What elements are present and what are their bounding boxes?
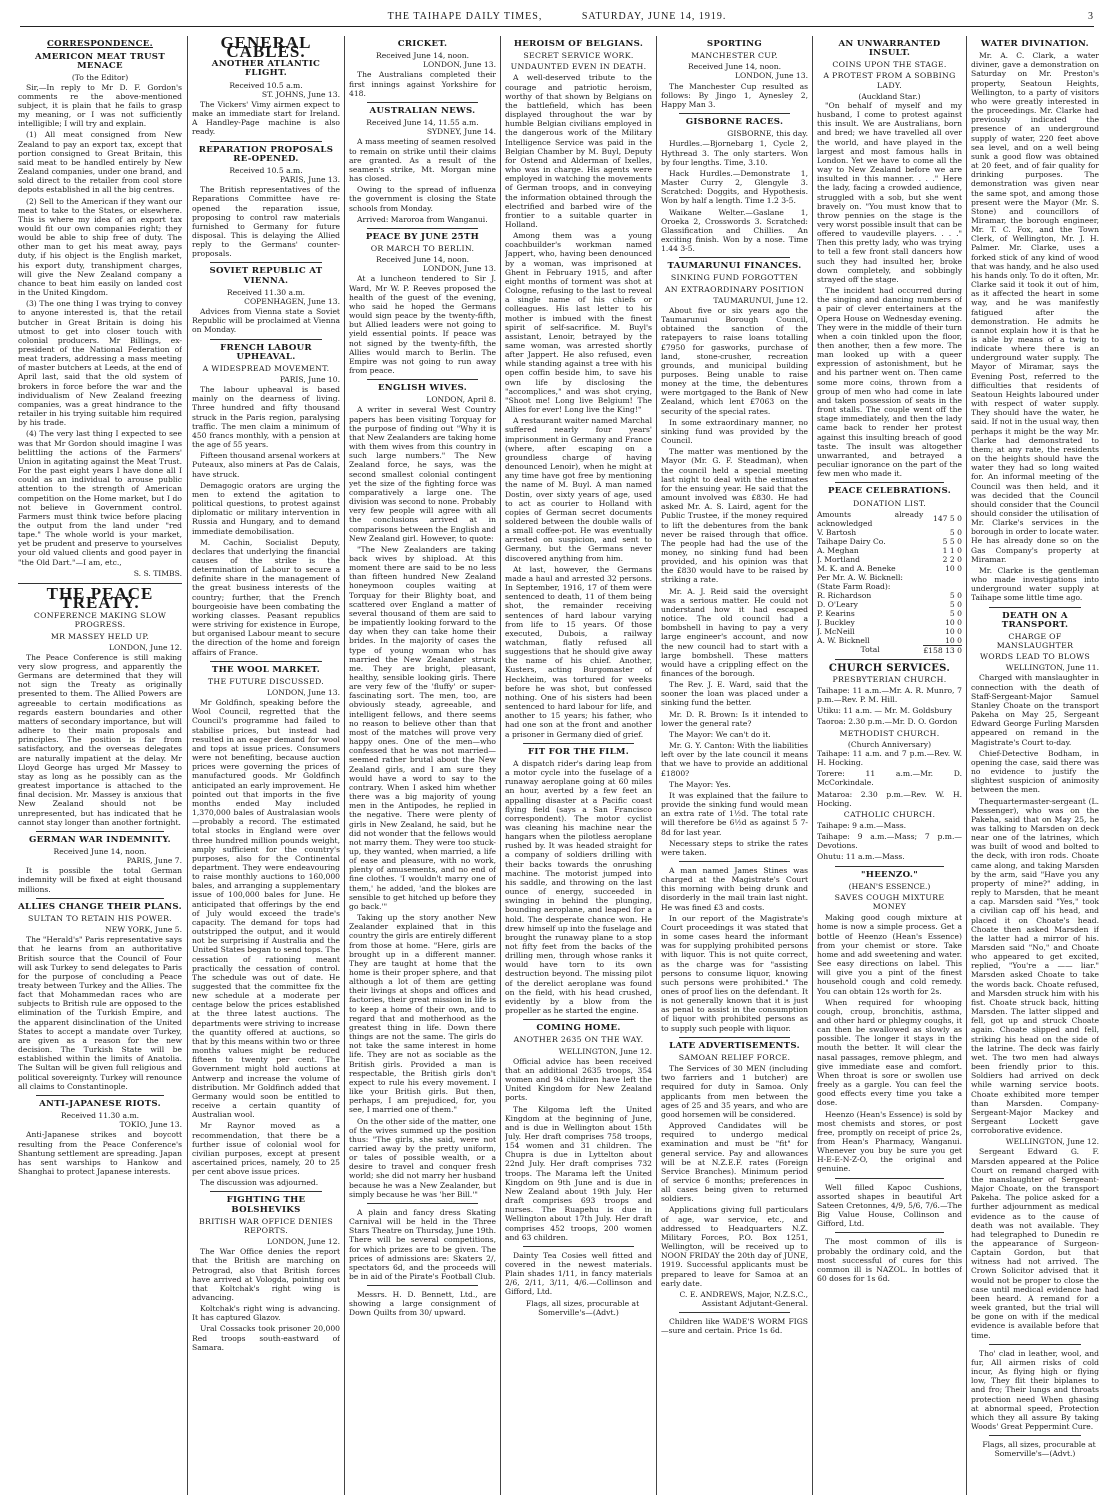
donation-amount: 1 1 0	[942, 545, 962, 555]
subheadline: (HEAN'S ESSENCE.)	[848, 881, 931, 891]
donation-amount: 10 0	[945, 617, 962, 627]
donor-name: J. Buckley	[817, 617, 855, 627]
headline: PEACE BY JUNE 25TH	[365, 231, 480, 242]
paragraph: Official advice has been received that an additional 2635 troops, 354 women and 94 children have left the United Kingdom for New Zealand ports.	[505, 1056, 652, 1103]
paragraph: Koltchak's right wing is advancing. It has captured Glazov.	[192, 1304, 340, 1323]
donation-amount: 5 5 0	[942, 536, 962, 546]
paragraph: Messrs. H. D. Bennett, Ltd., are showing a large consignment of Down Quilts from 30/ upward.	[349, 1290, 496, 1318]
paragraph: At a luncheon tendered to Sir J. Ward, Mr W. P. Reeves proposed the health of the guest of the evening, who said he hoped the Germans would sign peace by the twenty-fifth, but Allied leaders were not going to yield essential points. If peace was not signed by the twenty-fifth, the Allies would march to Berlin. The Empire was not going to run away from peace.	[349, 274, 496, 375]
paragraph: Thequartermaster-sergeant (L. Messenger), who was on the Pakeha, said that on May 25, he was talking to Marsden on deck near one of the latrines, which was built of wood and bolted to the deck, with iron rods. Choate came along, and taking Marsden by the arm, said "Have you any property of mine?" adding, in reply to Marsden, that he meant a cap. Marsden said "Yes," took a civilian cap off his head, and placed it on Choate's head. Choate then asked Marsden if the latter had a mirror of his. Marsden said "No," and Choate who appeared to get excited, replied, "You're a —— liar." Marsden asked Choate to take the words back. Choate refused, and Marsden struck him with his fist. Choate struck back, hitting Marsden. The latter slipped and fell, got up and struck Choate again. Choate slipped and fell, striking his head on the side of the latrine. The deck was fairly wet. The two men had always been friendly prior to this. Soldiers had arrived on deck while warning service boots. Choate exhibited more temper than Marsden. Company-Sergeant-Major Mackey and Sergeant Lockett gave corroborative evidence.	[971, 796, 1099, 1136]
subheadline: COINS UPON THE STAGE.	[832, 60, 947, 70]
donation-amount: 5 0	[949, 608, 962, 618]
paragraph: The Australians completed their first innings against Yorkshire for 418.	[349, 70, 496, 98]
paragraph: Hurdles.—Bjornebarg 1, Cycle 2, Hythread 3. The only starters. Won by four lengths. Time, 3.10.	[661, 139, 808, 167]
subheadline: DONATION LIST.	[853, 498, 926, 508]
donation-row	[817, 609, 962, 618]
subheadline: SAMOAN RELIEF FORCE.	[678, 1052, 791, 1062]
headline: ANOTHER ATLANTIC FLIGHT.	[211, 59, 321, 79]
paragraph: Mr. A. C. Clark, a water diviner, gave a demonstration on Saturday on Mr. Preston's property, Seatoun Heights, Wellington, to a party of visitors who were greatly interested in the proceedings. Mr. Clarke had previously indicated the presence of an underground supply of water, 220 feet above sea level, and on a well being sunk a good flow was obtained at 20 feet, and of fair quality for drinking purposes. The demonstration was given near the same spot, and among those present were the Mayor (Mr. S. Stone) and councillors of Miramar, the borough engineer, Mr. T. C. Fox, and the Town Clerk, of Wellington, Mr. J. H. Palmer. Mr. Clarke, uses a forked stick of any kind of wood that was handy, and he also used his hands only. To do it often, Mr. Clarke said it took it out of him, as it affected the heart in some way, and he was manifestly fatigued after the demonstration. He admits he cannot explain how it is that he is able by means of a twig to indicate where there is an underground water supply. The Mayor of Miramar, says the Evening Post, referred to the difficulties that residents of Seatoun Heights laboured under with respect of water supply. They should have the water, he said. If not in the usual way, then perhaps it might be the way Mr. Clarke had demonstrated to them; at any rate, the residents on the heights should have the water they had so long waited for. An informal meeting of the Council was then held, and it was decided that the Council should consider that the Council should consider the utilisation of Mr. Clarke's services in the borough in order to locate water. He has already done so on the Gas Company's property at Miramar.	[971, 51, 1099, 564]
source-line: (Auckland Star.)	[858, 91, 921, 101]
dateline: TOKIO, June 13.	[119, 1120, 182, 1130]
dateline: PARIS, June 7.	[126, 856, 182, 866]
paragraph: A restaurant waiter named Marchal suffered nearly four years' imprisonment in Germany and France (where, after escaping on a groundless charge of having denounced Lenoir), when he might at any time have got free by mentioning the name of M. Buyl. A man named Dostin, over sixty years of age, used to act as courier to Holland with copies of German secret documents soldered between the double walls of a small coffee-pot. He was eventually arrested on suspicion, and sent to Germany, but the Germans never discovered anything from him.	[505, 416, 652, 563]
column-1	[18, 36, 182, 1495]
headline: AMERICON MEAT TRUST MENACE	[34, 52, 166, 72]
subheadline: PRESBYTERIAN CHURCH.	[832, 674, 947, 684]
paragraph: The Manchester Cup resulted as follows: By Jingo 1, Aynesley 2, Happy Man 3.	[661, 81, 808, 109]
paragraph: It is possible the total German indemnity will be fixed at eight thousand millions.	[18, 866, 182, 894]
headline: LATE ADVERTISEMENTS.	[669, 1040, 800, 1051]
headline: CORRESPONDENCE.	[47, 39, 153, 49]
headline: REPARATION PROPOSALS RE-OPENED.	[198, 144, 334, 164]
advertisement: Flags, all sizes, procurable at Somerville's—(Advt.)	[982, 1440, 1096, 1459]
paragraph: (1) All meat consigned from New Zealand to pay an export tax, except that portion consigned to Great Britain, this said meat to be handled entirely by New Zealand companies, under one brand, and sold direct to the retailer from cool store depots established in all the big centres.	[18, 130, 182, 195]
paragraph: It was explained that the failure to provide the sinking fund would mean an extra rate of 1½d. The total rate will therefore be 6½d as against 5 7-8d for last year.	[661, 790, 808, 837]
masthead-date: SATURDAY, JUNE 14, 1919.	[581, 11, 727, 22]
paragraph: The matter was mentioned by the Mayor (Mr. G. F. Steadman), when the council held a special meeting last night to deal with the estimates for the ensuing year. He said that the amount involved was £830. He had asked Mr. A. S. Laird, agent for the Public Trustee, if the money required to lift the debentures from the bank never be raised through that office. The people had had the use of the money, no sinking fund had been provided, and his opinion was that the £830 would have to be raised by striking a rate.	[661, 447, 808, 585]
headline: ANTI-JAPANESE RIOTS.	[39, 1098, 161, 1109]
headline: HEROISM OF BELGIANS.	[513, 39, 644, 49]
paragraph: Necessary steps to strike the rates were taken.	[661, 838, 808, 857]
paragraph: Approved Candidates will be required to undergo medical examination and must be "fit" for general service. Pay and allowances will be at N.Z.E.F. rates (Foreign Service Branches). Minimum period of service 6 months; preferences in all cases being given to returned soldiers.	[661, 1121, 808, 1204]
paragraph: The Services of 30 MEN (including two farriers and 1 butcher) are required for duty in Samoa. Only applicants from men between the ages of 25 and 35 years, and who are good horsemen will be considered.	[661, 1064, 808, 1119]
byline: (To the Editor)	[71, 73, 129, 83]
donor-name: P. Kearins	[817, 608, 855, 618]
received-line: Received June 14, noon.	[375, 255, 469, 265]
subheadline: ANOTHER 2635 ON THE WAY.	[513, 1035, 644, 1045]
headline: AUSTRALIAN NEWS.	[369, 105, 476, 116]
paragraph: Making good cough mixture at home is now a simple process. Get a bottle of Heenzo (Hean's Essence) from your chemist or store. Take home and add sweetening and water. See easy directions on label. This will give you a pint of the finest household cough and cold remedy. You can obtain 12s worth for 2s.	[817, 913, 962, 996]
subheadline: METHODIST CHURCH.	[839, 728, 940, 738]
donation-table	[817, 510, 962, 655]
headline: TAUMARUNUI FINANCES.	[667, 261, 802, 272]
paragraph: A dispatch rider's daring leap from a motor cycle into the fuselage of a runaway aeroplane going at 60 miles an hour, averted by a few feet an appalling disaster at a Pacific coast flying field (says a San Francisco correspondent). The motor cyclist was cleaning his machine near the hangars when the pilotless aeroplane rushed by. It was headed straight for a company of soldiers drilling with their backs towards the onrushing machine. The motorist jumped into his saddle, and throwing on the last ounce of energy, succeeded in swinging in behind the plunging, bounding aeroplane, and leaped for a hold. The desperate chance won. He drew himself up into the fuselage and brought the runaway plane to a stop not fifty feet from the backs of the drilling men, through whose ranks it would have torn to its own destruction beyond. The missing pilot of the derelict aeroplane was found on the field, with his head crushed, evidently by a blow from the propeller as he started the engine.	[505, 758, 652, 1016]
donor-name: J. McNeill	[817, 626, 855, 636]
headline-large: THE PEACE TREATY.	[46, 583, 154, 613]
paragraph: Among them was a young coachbuilder's workman named Jappert, who, having been denounced by a woman, was imprisoned at Ghent in February 1915, and after eight months of torment was shot at Cologne, refusing to the last to reveal a single name of his chiefs or colleagues. His last letter to his mother is imbued with the finest spirit of self-sacrifice. M. Buyl's assistant, Lenoir, betrayed by the same woman, was arrested shortly after Jappert. He also refused, even while standing against a tree with his open coffin beside him, to save his own life by disclosing the "accomplices," and was shot crying, "Shoot me! Long live Belgium! The Allies for ever! Long live the King!"	[505, 231, 652, 415]
donation-row	[817, 591, 962, 600]
column-rule	[344, 36, 345, 1495]
advertisement: Dainty Tea Cosies well fitted and covered in the newest materials. Plain shades 1/11, in fancy materials 2/6, 2/11, 3/11, 4/6.—Collinson and Gifford, Ltd.	[505, 1250, 652, 1297]
donation-amount: 10 0	[945, 626, 962, 636]
advertisement: Well filled Kapoc Cushions, assorted shapes in beautiful Art Sateen Cretonnes, 4/9, 5/6, 7/6.—The Big Value House, Collinson and Gifford, Ltd.	[817, 1182, 962, 1229]
donation-amount: 5 0	[949, 590, 962, 600]
received-line: Received June 14, noon.	[375, 51, 469, 61]
paragraph: The War Office denies the report that the British are marching on Petrograd, also that British forces have arrived at Vologda, pointing out that Koltchak's right wing is advancing.	[192, 1247, 340, 1302]
headline: ENGLISH WIVES.	[377, 383, 468, 394]
paragraph: Mr. D. R. Brown: Is it intended to lower the general rate?	[661, 709, 808, 728]
subheadline: UNDAUNTED EVEN IN DEATH.	[510, 62, 647, 72]
advertisement: Children like WADE'S WORM FIGS—sure and certain. Price 1s 6d.	[661, 1317, 808, 1336]
received-line: Received 10.5 a.m.	[229, 80, 303, 90]
paragraph: Fifteen thousand arsenal workers at Puteaux, also miners at Pas de Calais, have struck.	[192, 451, 340, 479]
donation-row	[817, 600, 962, 609]
paragraph: About five or six years ago the Taumarunui Borough Council, obtained the sanction of the ratepayers to raise loans totalling £7950 for gasworks, purchase of land, stone-crusher, recreation grounds, and municipal building purposes. Being unable to raise money at the time, the debentures were mortgaged to the Bank of New Zealand, which lent £7063 on the security of the special rates.	[661, 305, 808, 416]
paragraph: The Mayor: We can't do it.	[669, 729, 771, 739]
subheadline: WORDS LEAD TO BLOWS	[979, 652, 1090, 662]
paragraph: Advices from Vienna state a Soviet Republic will be proclaimed at Vienna on Monday.	[192, 307, 340, 335]
signature: S. S. TIMBS.	[133, 568, 182, 578]
paragraph: Chief-Detective Bodham, in opening the case, said there was no evidence to justify the slightest suspicion of animosity between the men.	[971, 748, 1099, 795]
dateline: LONDON, June 12.	[108, 642, 182, 652]
paragraph: The labour upheaval is based mainly on the dearness of living. Three hundred and fifty thousand struck in the Paris region, paralysing traffic. The men claim a minimum of 450 francs monthly, with a pension at the age of 55 years.	[192, 385, 340, 450]
subheadline: MANCHESTER CUP.	[691, 51, 778, 61]
dateline: ST. JOHNS, June 13.	[261, 89, 340, 99]
subheadline: SAVES COUGH MIXTURE MONEY	[834, 892, 945, 912]
donor-name: A. W. Bicknell	[817, 635, 870, 645]
paragraph: Mr Raynor moved as a recommendation, that there be a further issue of colonial wool for civilian purposes, except at present ascertained prices, namely, 20 to 25 per cent above issue prices.	[192, 1121, 340, 1177]
service-line: Utiku: 11 a.m. — Mr. M. Goldsbury	[817, 706, 952, 716]
paragraph: Applications giving full particulars of age, war service, etc., and addressed to Headquarters N.Z. Military Forces, P.O. Box 1251, Wellington, will be received up to NOON FRIDAY the 20th day of JUNE, 1919. Successful applicants must be prepared to leave for Samoa at an early date.	[661, 1205, 808, 1288]
headline: FIGHTING THE BOLSHEVIKS	[226, 1195, 306, 1215]
paragraph: Sir,—In reply to Mr D. F. Gordon's comments re the above-mentioned subject, it is plain that he fails to grasp my meaning, or I was not sufficiently intelligible; I will try and explain.	[18, 82, 182, 129]
paragraph: Sergeant Edward G. F. Marsden appeared at the Police Court on remand charged with the manslaughter of Sergeant-Major Choate, on the transport Pakeha. The police asked for a further adjournment as medical evidence as to the cause of death was not available. They had telegraphed to Dunedin re the appearance of Surgeon-Captain Gordon, but that witness had not arrived. The Crown Solicitor advised that it would not be proper to close the case until medical evidence had been heard. A remand for a week granted, but the trial will be gone on with if the medical evidence is available before that time.	[971, 1147, 1099, 1340]
headline: WATER DIVINATION.	[981, 39, 1089, 49]
donation-amount	[923, 573, 962, 582]
received-line: Received 11.30 a.m.	[226, 287, 306, 297]
donation-amount: 10 0	[945, 635, 962, 645]
dateline: WELLINGTON, June 12.	[1005, 1137, 1099, 1147]
donor-name: M. K. and A. Beneke	[817, 563, 896, 573]
dateline: WELLINGTON, June 11.	[1005, 663, 1099, 673]
signature: C. E. ANDREWS, Major, N.Z.S.C.,	[679, 1289, 808, 1299]
signature: Assistant Adjutant-General.	[701, 1299, 808, 1308]
subheadline: A PROTEST FROM A SOBBING LADY.	[823, 71, 956, 90]
donation-row	[817, 564, 962, 573]
donation-row	[817, 636, 962, 646]
paragraph: The incident had occurred during the singing and dancing numbers of a pair of clever entertainers at the Opera House on Wednesday evening. They were in the middle of their turn when a coin tinkled upon the floor, then another, then a few more. The man looked up with a queer expression of astonishment, but he and his partner went on. Then came some more coins, thrown from a group of men who had come in late and taken possession of seats in the front stalls. The couple went off the stage immediately, and then the lady came back to render her protest against this insulting breach of good taste. The insult was altogether unwarranted, and betrayed a peculiar ignorance on the part of the few men who made it.	[817, 286, 962, 479]
received-line: Received June 14, noon.	[53, 846, 147, 856]
paragraph: Mr. A. J. Reid said the oversight was a serious matter. He could not understand how it had escaped notice. The old council had a bombshell in having to pay a very large engineer's account, and now the new council had to start with a large bombshell. These matters would have a crippling effect on the finances of the borough.	[661, 586, 808, 678]
service-line: Taihape: 11 a.m.—Mr. A. R. Munro, 7 p.m.—Rev. P. M. Hill.	[817, 685, 962, 705]
donor-name: Taihape Dairy Co.	[817, 536, 886, 546]
donation-amount: 2 2 0	[942, 554, 962, 564]
subheadline: OR MARCH TO BERLIN.	[370, 243, 475, 253]
paragraph: (3) The one thing I was trying to convey to anyone interested is, that the retail butcher in Great Britain is doing his utmost to get into closer touch with colonial producers. Mr Billings, ex-president of the National Federation of meat traders, addressing a mass meeting of master butchers at Leeds, at the end of April last, said that the old system of brokers in force before the war and the individualism of New Zealand freezing companies, was a great hindrance to the retailer in his trying suitable him required by his trade.	[18, 299, 182, 428]
paragraph: A mass meeting of seamen resolved to remain on strike until their claims are granted. As a result of the seamen's strike, Mt. Morgan mine has closed.	[349, 137, 496, 184]
headline-large: GENERAL CABLES.	[220, 36, 312, 62]
subheadline: CATHOLIC CHURCH.	[843, 809, 936, 819]
subheadline: SINKING FUND FORGOTTEN	[670, 273, 799, 283]
dateline: TAUMARUNUI, June 12.	[713, 295, 808, 305]
subheadline: (Church Anniversary)	[847, 739, 932, 749]
donation-row	[817, 618, 962, 627]
donation-row	[817, 546, 962, 555]
dateline: SYDNEY, June 14.	[426, 127, 496, 137]
headline: CHURCH SERVICES.	[828, 662, 951, 674]
donation-amount: 147 5 0	[933, 514, 962, 524]
headline: GISBORNE RACES.	[685, 117, 784, 128]
paragraph: In some extraordinary manner, no sinking fund was provided by the Council.	[661, 417, 808, 446]
advertisement: The most common of ills is probably the ordinary cold, and the most successful of cures for this common ill is NAZOL. In bottles of 60 doses for 1s 6d.	[817, 1237, 962, 1284]
paragraph: A plain and fancy dress Skating Carnival will be held in the Three Stars Theatre on Thursday, June 19th. There will be several competitions, for which prizes are to be given. The prices of admissions are: Skaters 2/, spectators 6d, and the proceeds will be in aid of the Pirate's Football Club.	[349, 1207, 496, 1281]
page-number: 3	[1088, 11, 1094, 22]
headline: ALLIES CHANGE THEIR PLANS.	[18, 901, 182, 912]
paragraph: Mr Goldfinch, speaking before the Wool Council, regretted that the Council's programme had failed to stabilise prices, but instead had resulted in an eager demand for wool and tops at issue prices. Consumers were not benefiting, because auction prices were governing the prices of manufactured goods. Mr Goldfinch anticipated an early improvement. He pointed out that imports in the five months ended May included 1,370,000 bales of Australasian wools—probably a record. The estimated total stocks in England were over three hundred million pounds weight, amply sufficient for the country's purposes, also for the Continental department. They were endeavouring to raise monthly auctions to 160,000 bales, and arranging a supplementary issue of 100,000 bales for June. He anticipated that offerings by the end of July would exceed the trade's capacity. The demand for tops had outstripped the output, and it would not be surprising if Australia and the United States began to send tops. The cessation of rationing meant practically the cessation of control. The schedule was out of date. He suggested that the committee fix the new schedule at a moderate per centage below the prices established at the three latest auctions. The departments were striving to increase the quantity offered at auctions, so that by this means within two or three months values might be reduced fifteen to twenty per cent. The Government might hold auctions at Antwerp and increase the volume of distribution. Mr Goldfinch added that Germany would soon be entitled to receive a certain quantity of Australian wool.	[192, 698, 340, 1120]
service-line: Ohutu: 11 a.m.—Mass.	[817, 852, 905, 862]
paragraph: The discussion was adjourned.	[200, 1178, 319, 1188]
headline: DEATH ON A TRANSPORT.	[1001, 610, 1069, 630]
received-line: Received 11.30 a.m.	[60, 1111, 140, 1121]
donation-total-label: Total	[860, 645, 880, 655]
donation-row	[817, 627, 962, 636]
paragraph: The British representatives of the Reparations Committee have re-opened the reparation issue, proposing to control raw materials furnished to Germany for future disposal. This is delaying the Allied reply to the Germans' counter-proposals.	[192, 185, 340, 259]
paragraph: Hack Hurdles.—Demonstrate 1, Master Curry 2, Glengyle 3. Scratched: Doggits, and Hypothesis. Won by half a length. Time 1.2 3-5.	[661, 168, 808, 206]
service-line: Mataroa: 2.30 p.m.—Rev. W. H. Hocking.	[817, 789, 962, 808]
paragraph: Anti-Japanese strikes and boycott resulting from the Peace Conference's Shantung settlement are spreading. Japan has sent warships to Hankow and Shanghai to protect Japanese interests.	[18, 1130, 182, 1176]
donor-name: A. Meghan	[817, 545, 859, 555]
paragraph: Demagogic orators are urging the men to extend the agitation to political questions, to protest against diplomatic or military intervention in Russia and Hungary, and to demand immediate demobilisation.	[192, 480, 340, 536]
paragraph: A well-deserved tribute to the courage and patriotic heroism, worthy of that shown by Belgians on the battlefield, which has been displayed throughout the war by humble Belgian civilians employed in the dangerous work of the Military Intelligence Service was paid in the Belgian Chamber by M. Buyl, Deputy for Ostend and Alderman of Ixelles, who was in charge. His agents were employed in watching the movements of German troops, and in conveying the information obtained through the electrified and barbed wire of the frontier to a suitable quarter in Holland.	[505, 73, 652, 229]
subheadline: THE FUTURE DISCUSSED.	[207, 676, 325, 686]
paragraph: (2) Sell to the American if they want our meat to take to the States, or elsewhere. This is where my idea of an export tax would fit our own companies right; they would be able to ship free of duty. The other man to get his meat away, pays duty, if his object is the English market, his export duty, transhipment charges, will give the New Zealand company a chance to beat him easily on landed cost in the United Kingdom.	[18, 196, 182, 298]
received-line: Received June 14, 11.55 a.m.	[366, 118, 479, 128]
paragraph: Waikane Welter.—Gaslane 1, Oroeka 2, Crosswords 3. Scratched: Glassification and Chillies. An exciting finish. Won by a nose. Time 1.44 3-5.	[661, 207, 808, 254]
column-rule	[187, 36, 188, 1495]
paragraph: Taking up the story another New Zealander explained that in this country the girls are entirely different from those at home. "Here, girls are brought up in a different manner. They are taught at home that the home is their proper sphere, and that although a lot of them are getting their livings at shops and offices and factories, their great mission in life is to keep a home of their own, and to regard that and motherhood as the greatest thing in life. Down there things are not the same. The girls do not take the same interest in home life. They are not as sociable as the British girls. Provided a man is respectable, the British girls don't expect to rule his every movement. I like your British girls. But then, perhaps, I am prejudiced, for, you see, I married one of them."	[349, 913, 496, 1115]
column-rule	[656, 36, 657, 1495]
subheadline: SULTAN TO RETAIN HIS POWER.	[27, 913, 173, 923]
paragraph: Charged with manslaughter in connection with the death of Staff-Sergeant-Major Samuel Stanley Choate on the transport Pakeha on May 25, Sergeant Edward George Furling Marsden appeared on remand in the Magistrate's Court to-day.	[971, 673, 1099, 747]
paragraph: On the other side of the matter, one of the wives summed up the position thus: "The girls, she said, were not carried away by the pretty uniform, or tales of possible wealth, or a desire to travel and conquer fresh world; she did not marry her husband because he was a New Zealander, but simply because he was 'her Bill.'"	[349, 1116, 496, 1199]
donor-name: (State Farm Road):	[817, 581, 891, 591]
headline: AN UNWARRANTED INSULT.	[838, 39, 941, 59]
column-4	[505, 36, 652, 1495]
column-7	[971, 36, 1099, 1495]
donor-name: V. Bartosh	[817, 527, 857, 537]
headline: COMING HOME.	[536, 1023, 621, 1034]
advertisement-verse: Tho' clad in leather, wool, and fur, All airmen risks of cold incur, As flying high or flying low, They flit their biplanes to and fro; Their lungs and throats protection need When ghasing at abnormal speed, Protection which they all assure By taking Woods' Great Peppermint Cure.	[971, 1348, 1099, 1431]
donation-row	[817, 528, 962, 537]
dateline: LONDON, June 12.	[266, 1237, 340, 1247]
paragraph: A man named James Stines was charged at the Magistrate's Court this morning with being drunk and disorderly in the mail train last night. He was fined £3 and costs.	[661, 865, 808, 912]
column-2	[192, 36, 340, 1495]
headline: "HEENZO."	[861, 869, 918, 880]
paragraph: The Kilgoma left the United Kingdom at the beginning of June, and is due in Wellington about 15th July. Her draft comprises 758 troops, 154 women and 31 children. The Chupra is due in Lyttelton about 22nd July. Her draft comprises 732 troops. The Marama left the United Kingdom on 9th June and is due in New Zealand about 19th July. Her draft comprises 693 troops and nurses. The Ruapehu is due in Wellington about 17th July. Her draft comprises 452 troops, 200 women and 63 children.	[505, 1104, 652, 1242]
dateline: LONDON, June 13.	[422, 60, 496, 70]
service-line: Taihape: 9 a.m.—Mass; 7 p.m.—Devotions.	[817, 832, 962, 851]
dateline: LONDON, June 13.	[734, 71, 808, 81]
dateline: NEW YORK, June 5.	[105, 925, 182, 935]
column-rule	[966, 36, 967, 1495]
subheadline: MR MASSEY HELD UP.	[50, 631, 150, 641]
donation-row	[817, 537, 962, 546]
headline: SOVIET REPUBLIC AT VIENNA.	[209, 266, 323, 286]
advertisement: Flags, all sizes, procurable at Somerville's—(Advt.)	[525, 1298, 640, 1317]
paragraph: At last, however, the Germans made a haul and arrested 32 persons. In September, 1916, 17 of them were sentenced to death, 11 of them being shot, the remainder receiving sentences of hard labour varying from life to 15 years. Of those executed, Dubois, a railway watchman, flatly refused all suggestions that he should give away the name of his chief. Another, Kusters, acting Burgomaster of Heckheim, was tortured for weeks before he was shot, but confessed nothing. One of his sisters had been sentenced to hard labour for life, and another to 15 years; his father, who had one son at the front and another a prisoner in Germany died of grief.	[505, 564, 652, 739]
received-line: Received June 14, noon.	[687, 62, 781, 72]
headline: FIT FOR THE FILM.	[527, 746, 630, 757]
dateline: COPENHAGEN, June 13.	[244, 296, 340, 306]
headline: SPORTING	[706, 39, 763, 49]
paragraph: The Mayor: Yes.	[669, 779, 731, 789]
service-line: Taihape: 9 a.m.—Mass.	[817, 821, 907, 830]
dateline: LONDON, April 8.	[426, 395, 496, 405]
donor-name: R. Richardson	[817, 590, 872, 600]
donation-row	[817, 555, 962, 564]
headline: CRICKET.	[397, 39, 448, 49]
subheadline: CHARGE OF MANSLAUGHTER	[996, 631, 1074, 650]
donor-name: D. O'Leary	[817, 599, 858, 609]
service-line: Torere: 11 a.m.—Mr. D. McCorkindale.	[817, 769, 962, 788]
dateline: PARIS, June 10.	[279, 375, 340, 384]
donation-amount: 5 0	[949, 599, 962, 609]
masthead	[20, 8, 1094, 27]
donation-total-value: £158 13 0	[923, 645, 962, 655]
paragraph: When required for whooping cough, croup, bronchitis, asthma, and other hard or phlegmy coughs, it can then be swallowed as slowly as possible. The longer it stays in the mouth the better. It will clear the nasal passages, remove phlegm, and give immediate ease and comfort. When throat is sore or swollen use freely as a gargle. You can feel the good effects every time you take a dose.	[817, 997, 962, 1108]
headline: PEACE CELEBRATIONS.	[828, 486, 951, 497]
headline: THE WOOL MARKET.	[211, 664, 321, 675]
subheadline: SECRET SERVICE WORK.	[523, 51, 634, 61]
paragraph: Heenzo (Hean's Essence) is sold by most chemists and stores, or post free, promptly on receipt of price 2s, from Hean's Pharmacy, Wanganui. Whenever you buy be sure you get H-E-E-N-Z-O, the original and genuine.	[817, 1109, 962, 1174]
donation-total-row	[817, 645, 962, 655]
subheadline: A WIDESPREAD MOVEMENT.	[202, 363, 330, 373]
paragraph: M. Cachin, Socialist Deputy, declares that underlying the financial causes of the strike is the determination of Labour to secure a definite share in the management of the great business interests of the country; further, that the French bourgeoisie have been combating the working classes. Peasant republics were striving for existence in Europe, but organised Labour meant to secure the direction of the home and foreign affairs of France.	[192, 537, 340, 657]
column-6	[817, 36, 962, 1495]
paragraph: The "Herald's" Paris representative says that he learns from an authoritative British source that the Council of Four will ask Turkey to send delegates to Paris for the purpose of concluding a Peace treaty between Turkey and the Allies. The fact that Mohammedan races who are subjects to British rule are opposed to the elimination of the Turkish Empire, and the apparent disinclination of the United States to accept a mandate over Turkey, are given as a reason for the new decision. The Turkish State will be established within the limits of Anatolia. The Sultan will be given full religious and political sovereignty. Turkey will renounce all claims to Constantinople.	[18, 935, 182, 1091]
subheadline: AN EXTRAORDINARY POSITION	[664, 284, 805, 294]
column-rule	[500, 36, 501, 1495]
donation-amount	[923, 582, 962, 591]
dateline: PARIS, June 13.	[279, 175, 340, 185]
donor-name: J. Mortland	[817, 554, 861, 564]
paragraph: "The New Zealanders are taking back wives by shipload. At this moment there are said to be no less than fifteen hundred New Zealand honeymoon couples waiting at Torquay for their Blighty boat, and scattered over England a matter of several thousand of them are said to be impatiently looking forward to the day when they can take home their brides. In the majority of cases the type of young woman who has married the New Zealander struck me. They are bright, pleasant, healthy, sensible looking girls. There are very few of the 'fluffy' or super-fascinating sort. The men, too, are obviously steady, agreeable, and intelligent fellows, and there seems no reason to believe other than that most of the matches will prove very happy ones. One of the men—who confessed that he was not married—seemed rather brutal about the New Zealand girls, and I am sure they would have a word to say to the contrary. When I asked him whether there was a big majority of young men in the Antipodes, he replied in the negative. There were plenty of girls in New Zealand, he said, but he did not wonder that the fellows would not marry them. They were too stuck-up, they wanted, when married, a life of ease and pleasure, with no work, plenty of amusements, and no end of fine clothes. 'I wouldn't marry one of them,' he added, 'and the blokes are sensible to get hitched up before they go back.'"	[349, 544, 496, 911]
masthead-title: THE TAIHAPE DAILY TIMES,	[387, 11, 543, 22]
headline: GERMAN WAR INDEMNITY.	[29, 834, 171, 845]
received-line: Received 10.5 a.m.	[229, 165, 303, 175]
paragraph: The Rev. J. E. Ward, said that the sooner the loan was placed under a sinking fund the better.	[661, 680, 808, 708]
subheadline: BRITISH WAR OFFICE DENIES REPORTS.	[199, 1216, 333, 1235]
donation-row	[817, 573, 962, 582]
paragraph: Mr. G. Y. Canton: With the liabilities left over by the late council it means that we have to provide an additional £1800?	[661, 741, 808, 778]
service-line: Taihape: 11 a.m. and 7 p.m.—Rev. W. H. Hocking.	[817, 748, 962, 768]
donation-row	[817, 582, 962, 591]
column-5	[661, 36, 808, 1495]
service-line: Taoroa: 2.30 p.m.—Mr. D. O. Gordon	[817, 717, 958, 727]
donation-row	[817, 510, 962, 528]
dateline: LONDON, June 13.	[266, 688, 340, 697]
donor-name: Per Mr. A. W. Bicknell:	[817, 572, 903, 582]
paragraph: Owing to the spread of influenza the government is closing the State schools from Monday.	[349, 185, 496, 213]
donor-name: Amounts already acknowledged	[817, 509, 924, 528]
paragraph: The Vickers' Vimy airmen expect to make an immediate start for Ireland. A Handley-Page machine is also ready.	[192, 99, 340, 137]
dateline: LONDON, June 13.	[422, 264, 496, 274]
dateline: GISBORNE, this day.	[727, 129, 808, 139]
column-3	[349, 36, 496, 1495]
paragraph: (4) The very last thing I expected to see was that Mr Gordon should imagine I was belittling the actions of the Farmers' Union in agitating against the Meat Trust. For the past eight years I have done all I could as an individual to arouse public attention to the strength of American competition on the Home market, but I do not believe in Government control. Farmers must think twice before placing the output from the land under "red tape." The whole world is your market, yet be prudent and preserve to yourselves your old valued clients and good payer in "the Old Dart."—I am, etc.,	[18, 429, 182, 567]
paragraph: "On behalf of myself and my husband, I come to protest against this insult. We are Australians, born and bred; we have travelled all over the world, and have played in the largest and most famous halls in London. Yet we have to come all the way to New Zealand before we are insulted in this manner. . . ." Here the lady, facing a crowded audience, struggled with a sob, but she went bravely on. "You must know that to throw pennies on the stage is the very worst possible insult that can be offered to vaudeville players. . . ." Then this pretty lady, who was trying to tell a few front stall dancers how such they had insulted her, broke down completely, and sobbingly strayed off the stage.	[817, 100, 962, 284]
paragraph: Ural Cossacks took prisoner 20,000 Red troops south-eastward of Samara.	[192, 1324, 340, 1352]
column-rule	[812, 36, 813, 1495]
donation-amount: 5 0	[949, 527, 962, 537]
paragraph: Mr. Clarke is the gentleman who made investigations into underground water supply at Taihape some little time ago.	[971, 565, 1099, 603]
dateline: WELLINGTON, June 12.	[558, 1046, 652, 1056]
headline: FRENCH LABOUR UPHEAVAL.	[220, 342, 312, 362]
paragraph: Arrived: Maroroa from Wanganui.	[357, 214, 488, 224]
subheadline: CONFERENCE MAKING SLOW PROGRESS.	[33, 611, 167, 630]
paragraph: A writer in several West Country papers has been visiting Torquay for the purpose of finding out "Why it is that New Zealanders are taking home with them wives from this country in such large numbers." The New Zealand force, he says, was the second smallest colonial contingent yet the size of the fighting force was comparatively a large one. The division was second to none. Probably very few people will agree with all the conclusions arrived at in comparisons between the English and New Zealand girl. However, to quote:	[349, 405, 496, 543]
donation-amount: 10 0	[945, 563, 962, 573]
paragraph: In our report of the Magistrate's Court proceedings it was stated that in some cases heard the informant was for supplying prohibited persons with liquor. This is not quite correct, as the charge was for "assisting persons to consume liquor, knowing such persons were prohibited." The ones of proof lies on the defendant. It is not generally known that it is just as penal to assist in the consumption of liquor with prohibited persons as to supply such people with liquor.	[661, 913, 808, 1033]
paragraph: The Peace Conference is still making very slow progress, and apparently the Germans are determined that they will not sign the Treaty as originally presented to them. The Allied Powers are agreeable to certain modifications as regards eastern boundaries and other matters of secondary importance, but will adhere to their main proposals and principles. The position is far from satisfactory, and the overseas delegates are naturally impatient at the delay. Mr Lloyd George has urged Mr Massey to stay as long as he possibly can as the greatest importance is attached to the final decision. Mr. Massey is anxious that New Zealand should not be unrepresented, but has indicated that he cannot stay longer than another fortnight.	[18, 652, 182, 827]
